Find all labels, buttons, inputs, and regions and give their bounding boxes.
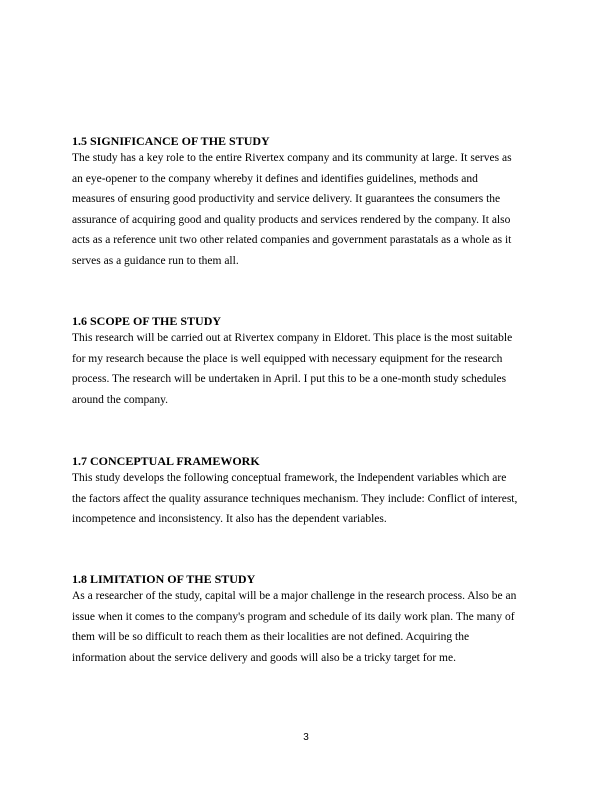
body-line: around the company. (72, 393, 169, 406)
body-line: the factors affect the quality assurance techniques mechanism. They include: Conflict of interest, (72, 492, 518, 505)
section-heading: 1.7 CONCEPTUAL FRAMEWORK (72, 454, 260, 468)
section-heading: 1.8 LIMITATION OF THE STUDY (72, 572, 256, 586)
body-line: This study develops the following conceptual framework, the Independent variables which are (72, 472, 507, 484)
body-line: for my research because the place is well equipped with necessary equipment for the research (72, 352, 503, 365)
body-line: acts as a reference unit two other related companies and government parastatals as a whole as it (72, 234, 512, 247)
body-line: This research will be carried out at Rivertex company in Eldoret. This place is the most suitable (72, 332, 513, 344)
body-line: process. The research will be undertaken in April. I put this to be a one-month study schedules (72, 373, 507, 386)
body-line: an eye-opener to the company whereby it defines and identifies guidelines, methods and (72, 172, 478, 185)
body-line: assurance of acquiring good and quality products and services rendered by the company. It also (72, 213, 511, 226)
body-line: them will be so difficult to reach them as their localities are not defined. Acquiring the (72, 631, 470, 644)
section-heading: 1.5 SIGNIFICANCE OF THE STUDY (72, 134, 270, 148)
section-significance (72, 134, 542, 272)
page-number: 3 (303, 732, 309, 743)
section-scope (72, 314, 542, 410)
body-line: issue when it comes to the company's program and schedule of its daily work plan. The many of (72, 610, 515, 623)
body-line: incompetence and inconsistency. It also has the dependent variables. (72, 513, 387, 526)
section-limitation (72, 572, 542, 668)
body-line: As a researcher of the study, capital will be a major challenge in the research process. Also be an (72, 590, 517, 602)
body-line: measures of ensuring good productivity and service delivery. It guarantees the consumers the (72, 193, 501, 206)
body-line: The study has a key role to the entire Rivertex company and its community at large. It serves as (72, 152, 512, 164)
section-conceptual-framework (72, 454, 542, 530)
body-line: information about the service delivery and goods will also be a tricky target for me. (72, 651, 456, 664)
body-line: serves as a guidance run to them all. (72, 254, 239, 267)
section-heading: 1.6 SCOPE OF THE STUDY (72, 314, 222, 328)
